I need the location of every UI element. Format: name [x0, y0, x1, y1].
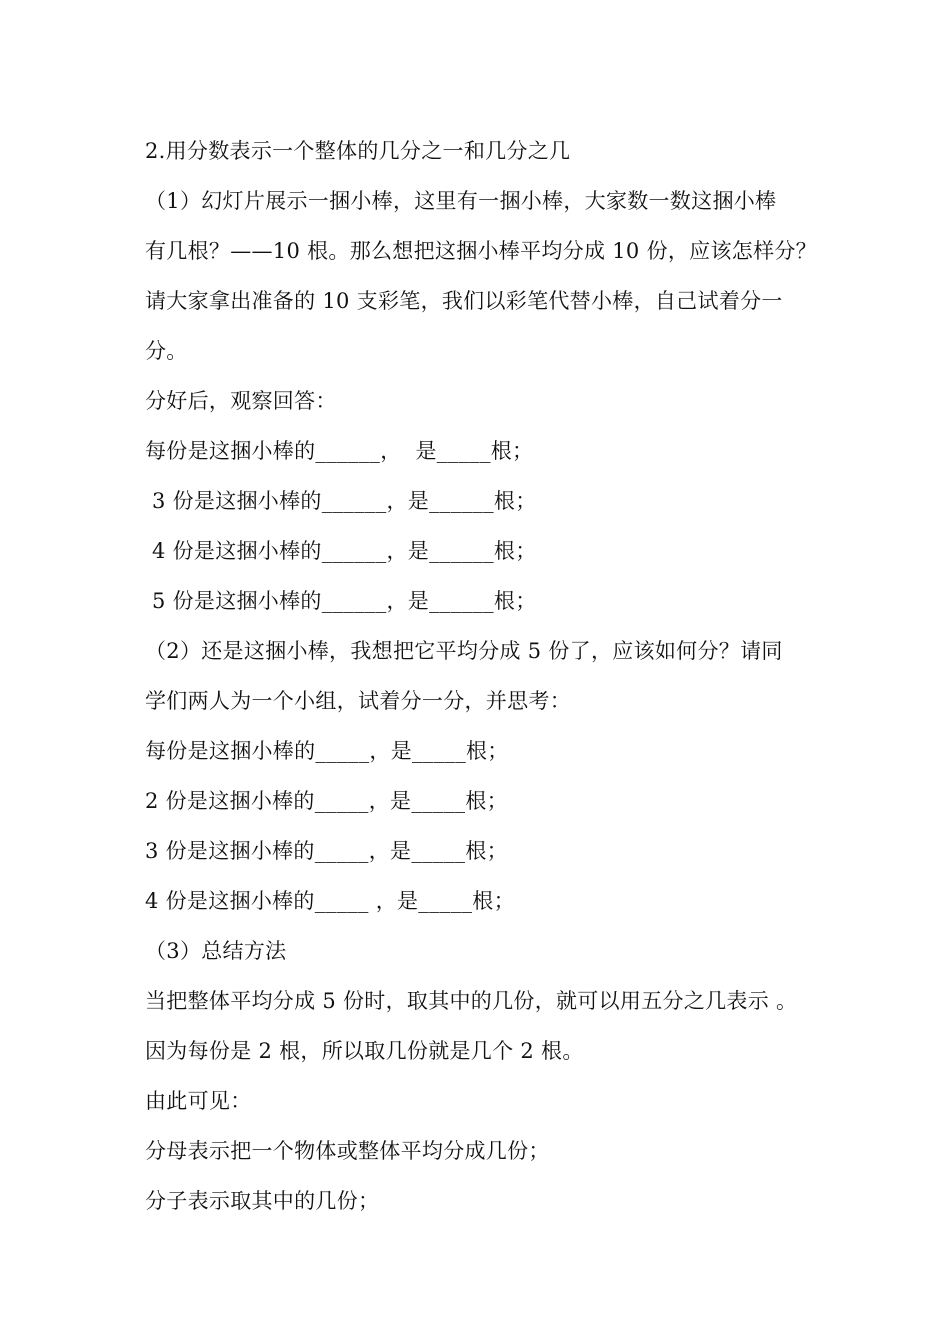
paragraph-line: 由此可见：	[145, 1089, 252, 1113]
paragraph-line: （1）幻灯片展示一捆小棒，这里有一捆小棒，大家数一数这捆小棒	[145, 189, 777, 213]
paragraph-line: 分。	[145, 339, 188, 363]
fill-in-line: 2 份是这捆小棒的_____，是_____根；	[145, 789, 508, 813]
paragraph-line: 分子表示取其中的几份；	[145, 1189, 380, 1213]
subsection-heading: （3）总结方法	[145, 939, 287, 963]
fill-in-line: 5 份是这捆小棒的______，是______根；	[145, 589, 537, 613]
fill-in-line: 4 份是这捆小棒的_____ ，是_____根；	[145, 889, 515, 913]
paragraph-line: （2）还是这捆小棒，我想把它平均分成 5 份了，应该如何分？请同	[145, 639, 783, 663]
paragraph-line: 因为每份是 2 根，所以取几份就是几个 2 根。	[145, 1039, 584, 1063]
fill-in-line: 3 份是这捆小棒的_____，是_____根；	[145, 839, 508, 863]
paragraph-line: 分好后，观察回答：	[145, 389, 337, 413]
section-heading: 2.用分数表示一个整体的几分之一和几分之几	[145, 139, 571, 163]
fill-in-line: 每份是这捆小棒的______， 是_____根；	[145, 439, 534, 463]
paragraph-line: 当把整体平均分成 5 份时，取其中的几份，就可以用五分之几表示 。	[145, 989, 798, 1013]
fill-in-line: 3 份是这捆小棒的______，是______根；	[145, 489, 537, 513]
paragraph-line: 有几根？——10 根。那么想把这捆小棒平均分成 10 份，应该怎样分？	[145, 239, 817, 263]
paragraph-line: 请大家拿出准备的 10 支彩笔，我们以彩笔代替小棒，自己试着分一	[145, 289, 783, 313]
paragraph-line: 学们两人为一个小组，试着分一分，并思考：	[145, 689, 571, 713]
fill-in-line: 每份是这捆小棒的_____，是_____根；	[145, 739, 509, 763]
paragraph-line: 分母表示把一个物体或整体平均分成几份；	[145, 1139, 550, 1163]
fill-in-line: 4 份是这捆小棒的______，是______根；	[145, 539, 537, 563]
